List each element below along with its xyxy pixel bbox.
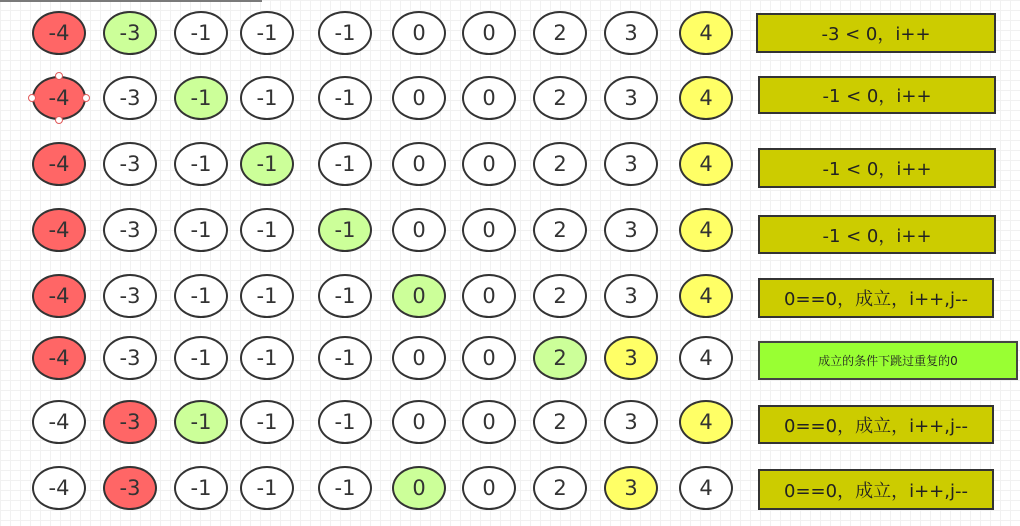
array-cell[interactable]: -4	[32, 11, 86, 55]
array-cell[interactable]: 0	[462, 336, 516, 380]
step-note[interactable]: 0==0，成立，i++,j--	[758, 469, 994, 510]
array-cell[interactable]: -3	[103, 336, 157, 380]
top-divider	[0, 0, 262, 2]
array-cell[interactable]: 2	[533, 142, 587, 186]
array-cell[interactable]: -1	[240, 208, 294, 252]
array-cell[interactable]: -3	[103, 208, 157, 252]
array-cell[interactable]: -1	[318, 208, 372, 252]
array-cell[interactable]: 0	[392, 336, 446, 380]
array-cell[interactable]: 0	[392, 466, 446, 510]
array-cell[interactable]: -1	[174, 208, 228, 252]
array-cell[interactable]: 2	[533, 336, 587, 380]
array-cell[interactable]: -3	[103, 400, 157, 444]
array-cell[interactable]: -1	[318, 336, 372, 380]
array-cell[interactable]: -1	[318, 76, 372, 120]
array-cell[interactable]: 4	[679, 76, 733, 120]
array-cell[interactable]: 4	[679, 142, 733, 186]
array-cell[interactable]: -1	[318, 466, 372, 510]
array-cell[interactable]: 3	[604, 76, 658, 120]
array-cell[interactable]: -4	[32, 142, 86, 186]
step-note[interactable]: -1 < 0，i++	[758, 148, 996, 188]
array-cell[interactable]: -1	[240, 400, 294, 444]
array-cell[interactable]: -1	[240, 142, 294, 186]
array-cell[interactable]: -1	[174, 142, 228, 186]
array-cell[interactable]: -4	[32, 274, 86, 318]
step-note[interactable]: -1 < 0，i++	[758, 215, 996, 254]
array-cell[interactable]: 3	[604, 142, 658, 186]
array-cell[interactable]: -1	[174, 76, 228, 120]
array-cell[interactable]: -1	[318, 274, 372, 318]
array-cell[interactable]: 4	[679, 466, 733, 510]
array-cell[interactable]: 2	[533, 400, 587, 444]
array-cell[interactable]: -1	[318, 142, 372, 186]
array-cell[interactable]: -3	[103, 274, 157, 318]
selection-handle[interactable]	[55, 72, 63, 80]
array-cell[interactable]: -1	[240, 76, 294, 120]
array-cell[interactable]: 0	[462, 142, 516, 186]
array-cell[interactable]: 3	[604, 400, 658, 444]
array-cell[interactable]: -1	[240, 466, 294, 510]
array-cell[interactable]: 0	[392, 76, 446, 120]
step-note[interactable]: 0==0，成立，i++,j--	[758, 405, 994, 444]
array-cell[interactable]: 3	[604, 466, 658, 510]
array-cell[interactable]: -4	[32, 400, 86, 444]
array-cell[interactable]: 0	[462, 11, 516, 55]
array-cell[interactable]: -1	[318, 11, 372, 55]
array-cell[interactable]: 3	[604, 274, 658, 318]
array-cell[interactable]: -3	[103, 142, 157, 186]
array-cell[interactable]: 4	[679, 400, 733, 444]
array-cell[interactable]: -1	[318, 400, 372, 444]
array-cell[interactable]: 0	[462, 208, 516, 252]
array-cell[interactable]: -4	[32, 208, 86, 252]
array-cell[interactable]: -1	[174, 274, 228, 318]
array-cell[interactable]: 3	[604, 11, 658, 55]
array-cell[interactable]: -4	[32, 76, 86, 120]
array-cell[interactable]: 0	[392, 208, 446, 252]
array-cell[interactable]: 0	[392, 11, 446, 55]
step-note[interactable]: 0==0，成立，i++,j--	[758, 278, 994, 318]
step-note[interactable]: 成立的条件下跳过重复的0	[758, 341, 1018, 380]
array-cell[interactable]: -4	[32, 336, 86, 380]
array-cell[interactable]: 2	[533, 76, 587, 120]
array-cell[interactable]: 4	[679, 274, 733, 318]
array-cell[interactable]: 4	[679, 11, 733, 55]
array-cell[interactable]: 3	[604, 336, 658, 380]
array-cell[interactable]: -3	[103, 76, 157, 120]
array-cell[interactable]: -4	[32, 466, 86, 510]
array-cell[interactable]: -1	[174, 466, 228, 510]
array-cell[interactable]: 2	[533, 11, 587, 55]
array-cell[interactable]: -1	[174, 400, 228, 444]
array-cell[interactable]: 0	[462, 466, 516, 510]
array-cell[interactable]: 0	[462, 274, 516, 318]
array-cell[interactable]: 2	[533, 274, 587, 318]
selection-handle[interactable]	[55, 116, 63, 124]
array-cell[interactable]: 2	[533, 466, 587, 510]
array-cell[interactable]: 0	[462, 76, 516, 120]
array-cell[interactable]: 0	[392, 274, 446, 318]
step-note[interactable]: -1 < 0，i++	[758, 76, 996, 114]
array-cell[interactable]: 4	[679, 336, 733, 380]
array-cell[interactable]: -1	[240, 11, 294, 55]
array-cell[interactable]: 4	[679, 208, 733, 252]
array-cell[interactable]: 0	[392, 142, 446, 186]
step-note[interactable]: -3 < 0，i++	[756, 13, 996, 53]
array-cell[interactable]: 0	[462, 400, 516, 444]
array-cell[interactable]: 3	[604, 208, 658, 252]
array-cell[interactable]: -3	[103, 466, 157, 510]
array-cell[interactable]: 0	[392, 400, 446, 444]
array-cell[interactable]: -1	[174, 336, 228, 380]
array-cell[interactable]: -3	[103, 11, 157, 55]
selection-handle[interactable]	[82, 94, 90, 102]
array-cell[interactable]: -1	[174, 11, 228, 55]
array-cell[interactable]: -1	[240, 274, 294, 318]
selection-handle[interactable]	[28, 94, 36, 102]
array-cell[interactable]: -1	[240, 336, 294, 380]
array-cell[interactable]: 2	[533, 208, 587, 252]
